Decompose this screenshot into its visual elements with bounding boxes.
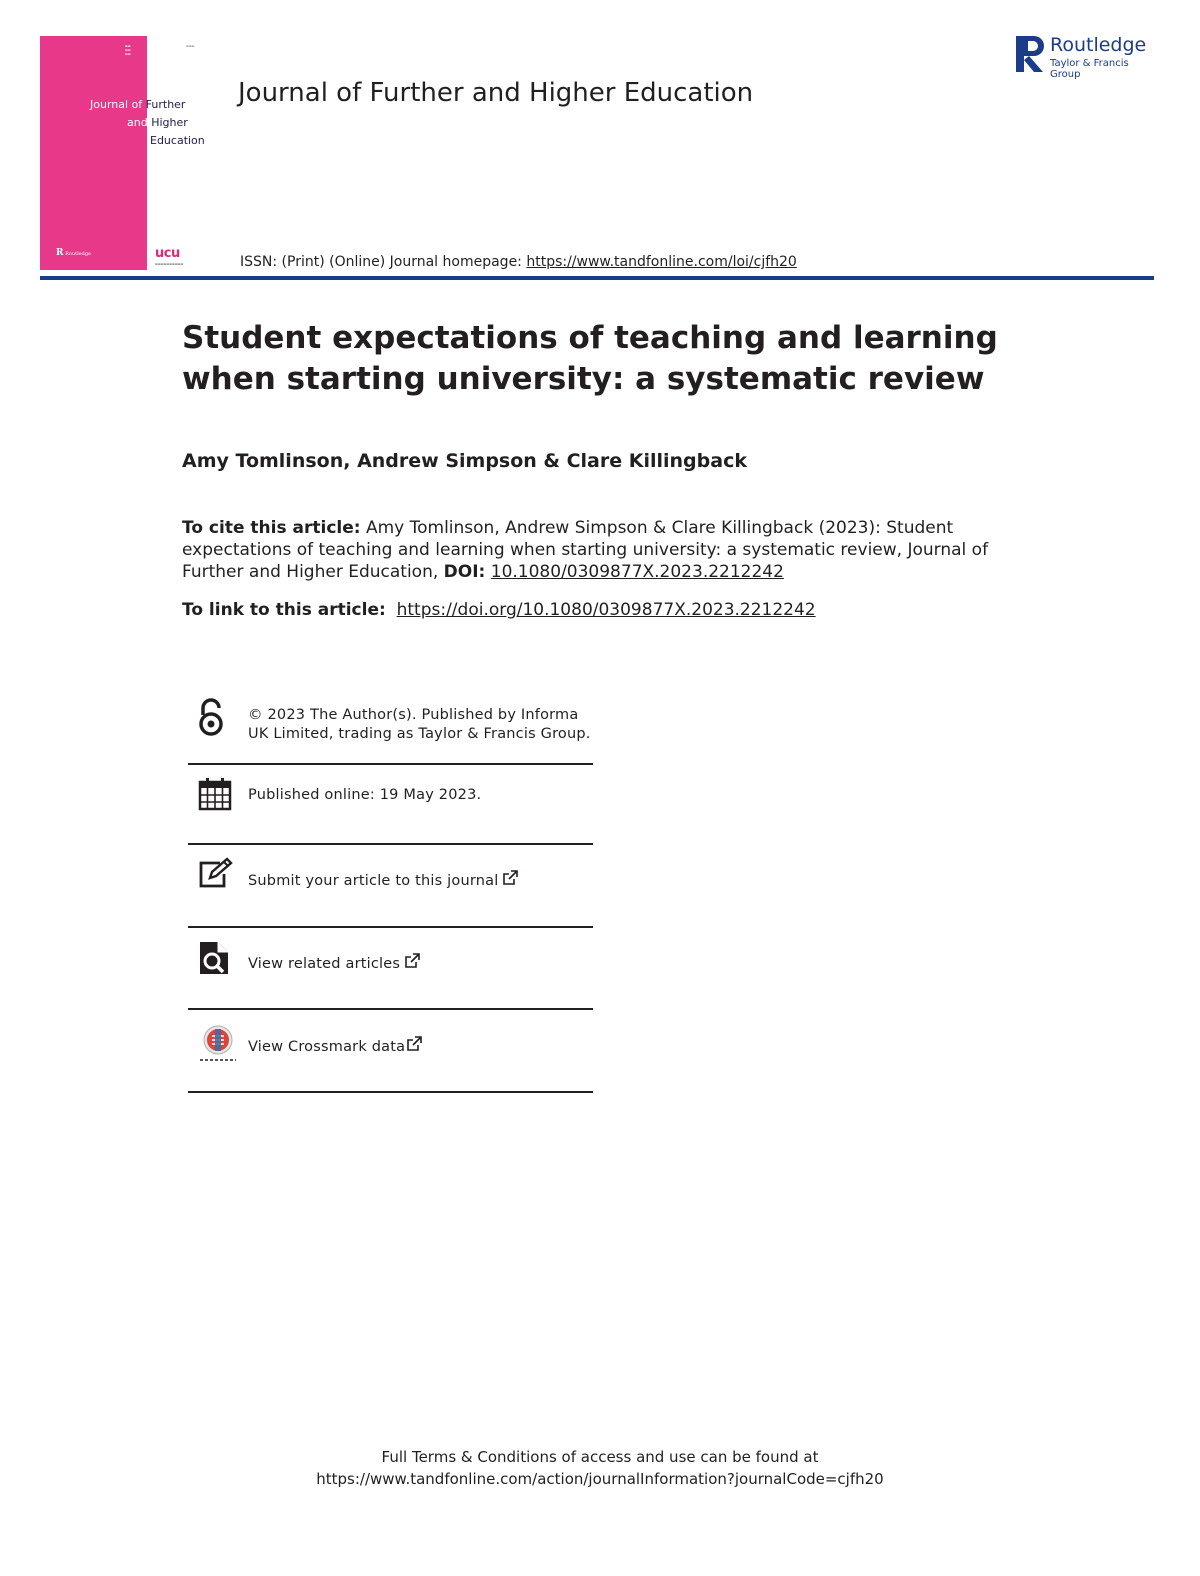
crossmark-link[interactable] [248, 1036, 593, 1057]
cover-title-white: and [127, 116, 148, 129]
article-title: Student expectations of teaching and learning when starting university: a systematic review [182, 320, 998, 397]
publisher-subtitle: Taylor & Francis Group [1050, 58, 1129, 80]
cover-volume-info: ▬▬ ▬▬ ▬▬ [125, 44, 131, 56]
footer-terms-url[interactable]: https://www.tandfonline.com/action/journalInformation?journalCode=cjfh20 [316, 1470, 884, 1488]
article-link-line [182, 600, 816, 620]
published-date-text: Published online: 19 May 2023. [248, 787, 482, 803]
cover-title-white: Journal of [90, 98, 143, 111]
calendar-icon [198, 777, 232, 811]
doi-label: DOI: [443, 562, 486, 582]
edit-icon [198, 857, 234, 889]
submit-article-link[interactable] [248, 870, 593, 891]
submit-article-label: Submit your article to this journal [248, 873, 499, 889]
submit-row[interactable] [188, 845, 593, 928]
routledge-r-icon [1012, 32, 1046, 74]
footer-terms [0, 1446, 1200, 1490]
cite-label: To cite this article: [182, 518, 361, 538]
doi-link[interactable]: 10.1080/0309877X.2023.2212242 [490, 562, 784, 582]
open-access-icon [198, 698, 224, 736]
copyright-text: © 2023 The Author(s). Published by Informa UK Limited, trading as Taylor & Francis Group. [248, 707, 591, 742]
article-info-list [188, 694, 593, 1093]
issn-text: ISSN: (Print) (Online) Journal homepage: [240, 254, 527, 270]
link-label: To link to this article: [182, 600, 386, 620]
cover-title-blue: Further [145, 98, 186, 111]
crossmark-icon [198, 1024, 238, 1064]
journal-cover-thumbnail [40, 36, 204, 270]
crossmark-row[interactable] [188, 1010, 593, 1093]
search-document-icon [198, 940, 230, 976]
citation-block [182, 517, 1012, 583]
copyright-row [188, 694, 593, 765]
cover-pink-panel [40, 36, 147, 270]
journal-title: Journal of Further and Higher Education [238, 78, 754, 108]
cover-partner-logo: ucu [155, 246, 180, 261]
cover-title-blue: Education [150, 134, 205, 147]
cover-title-blue: Higher [151, 116, 188, 129]
cover-partner-subtext: ▬▬▬▬▬▬▬▬▬▬ [155, 262, 184, 266]
crossmark-label: View Crossmark data [248, 1039, 406, 1055]
cover-publisher-name: Routledge [65, 251, 92, 257]
external-link-icon [502, 870, 518, 886]
related-articles-link[interactable] [248, 953, 593, 974]
related-articles-label: View related articles [248, 956, 401, 972]
external-link-icon [406, 1036, 422, 1052]
published-row [188, 765, 593, 845]
header-divider [40, 276, 1154, 280]
routledge-logo [1012, 32, 1162, 78]
cover-title [90, 96, 210, 150]
publisher-name: Routledge [1050, 34, 1147, 56]
issn-line [240, 254, 797, 270]
cite-text: Amy Tomlinson, Andrew Simpson & Clare Killingback (2023): Student expectations of teaching and learning when starting university: a systematic review, Journal of Further and Higher Education, [182, 518, 989, 582]
footer-line-1: Full Terms & Conditions of access and use can be found at [381, 1448, 819, 1466]
journal-homepage-link[interactable]: https://www.tandfonline.com/loi/cjfh20 [526, 254, 797, 270]
article-doi-url[interactable]: https://doi.org/10.1080/0309877X.2023.2212242 [396, 600, 816, 620]
related-row[interactable] [188, 928, 593, 1010]
external-link-icon [404, 953, 420, 969]
cover-routledge-mark: ▬▬▬ [186, 44, 195, 48]
article-authors: Amy Tomlinson, Andrew Simpson & Clare Killingback [182, 450, 747, 472]
cover-publisher-mark: R Routledge [56, 248, 92, 258]
